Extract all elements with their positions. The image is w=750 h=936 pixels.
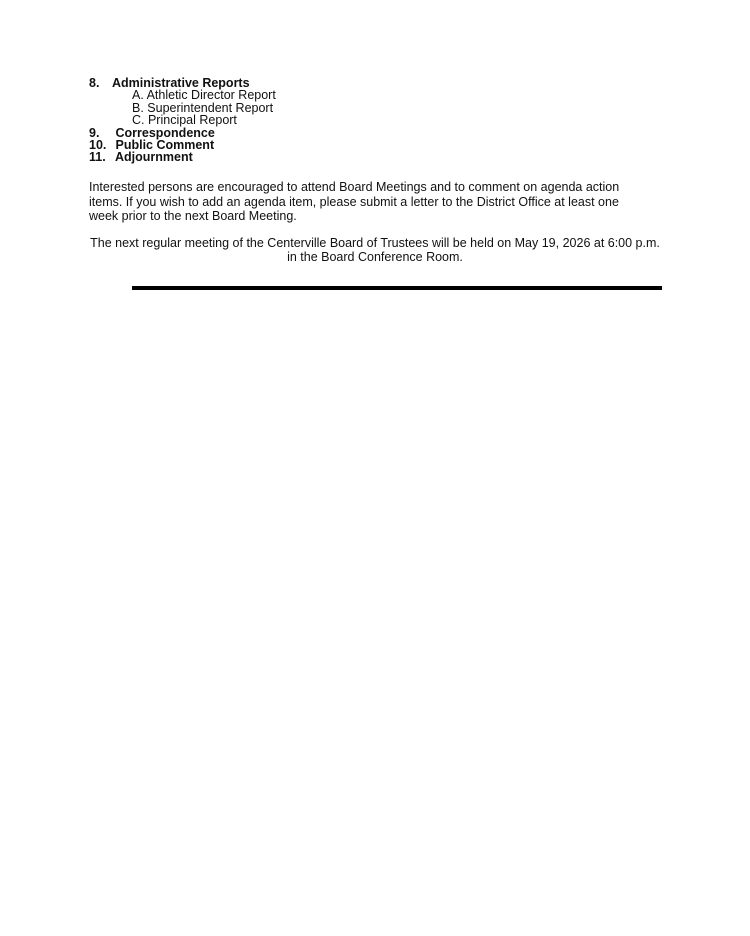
agenda-item-title: Adjournment	[115, 150, 193, 165]
agenda-item-number: 8.	[89, 76, 100, 90]
agenda-subitem-principal-report: C. Principal Report	[132, 113, 237, 128]
agenda-item-number: 11.	[89, 150, 106, 165]
agenda-item-adjournment	[89, 151, 276, 163]
next-meeting-announcement: The next regular meeting of the Centerville Board of Trustees will be held on May 19, 2026 at 6:00 p.m. in the Board Conference Room.	[90, 236, 660, 265]
agenda-item-number: 9.	[89, 125, 100, 140]
agenda-subitem-athletic-director-report: A. Athletic Director Report	[132, 88, 276, 103]
agenda-item-title: Correspondence	[115, 125, 215, 140]
agenda-subitem-superintendent-report: B. Superintendent Report	[132, 100, 274, 115]
public-notice-paragraph: Interested persons are encouraged to attend Board Meetings and to comment on agenda action items. If you wish to add an agenda item, please submit a letter to the District Office at least one week prior to the next Board Meeting.	[89, 180, 620, 224]
agenda-item-title: Public Comment	[115, 138, 215, 153]
agenda-item-title: Administrative Reports	[112, 76, 250, 90]
horizontal-divider	[132, 286, 662, 290]
agenda-item-number: 10.	[89, 138, 107, 153]
agenda-list	[89, 77, 276, 164]
